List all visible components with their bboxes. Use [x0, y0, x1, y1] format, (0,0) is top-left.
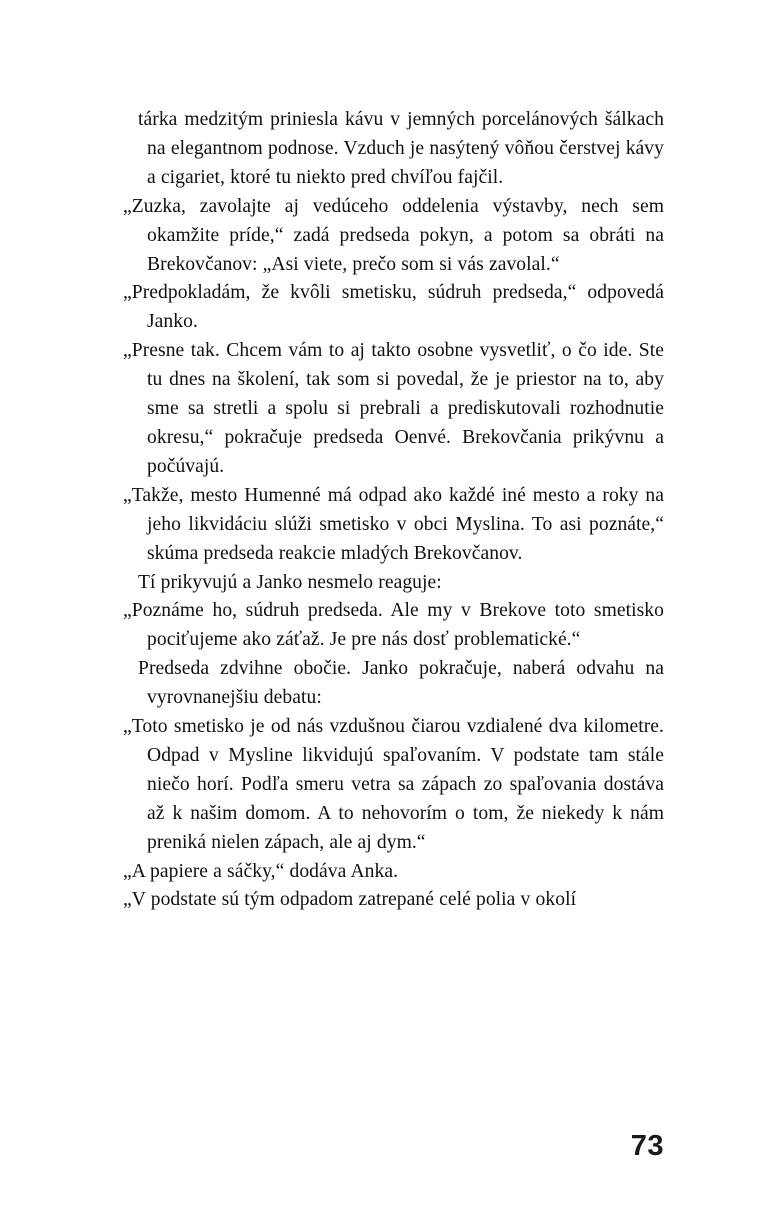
paragraph-narrative: Predseda zdvihne obočie. Janko pokračuje, naberá odvahu na vyrovnanejšiu debatu: — [138, 658, 664, 709]
paragraph-dialogue: „A papiere a sáčky,“ dodáva Anka. — [123, 860, 399, 882]
paragraph-dialogue: „Predpokladám, že kvôli smetisku, súdruh predseda,“ odpovedá Janko. — [123, 282, 664, 333]
paragraph-dialogue: „Toto smetisko je od nás vzdušnou čiarou vzdialené dva kilometre. Odpad v Mysline likvidujú spaľovaním. V podstate tam stále niečo horí. Podľa smeru vetra sa zápach zo spaľovania dostáva až k našim domom. A to nehovorím o tom, že niekedy k nám preniká nielen zápach, ale aj dym.“ — [123, 716, 664, 853]
paragraph-dialogue: „Zuzka, zavolajte aj vedúceho oddelenia výstavby, nech sem okamžite príde,“ zadá predseda pokyn, a potom sa obráti na Brekovčanov: „Asi viete, prečo som si vás zavolal.“ — [123, 195, 664, 275]
paragraph-dialogue-truncated: „V podstate sú tým odpadom zatrepané celé polia v okolí — [123, 889, 577, 911]
paragraph-dialogue: „Takže, mesto Humenné má odpad ako každé iné mesto a roky na jeho likvidáciu slúži smetisko v obci Myslina. To asi poznáte,“ skúma predseda reakcie mladých Brekovčanov. — [123, 484, 664, 564]
page-number: 73 — [630, 1130, 664, 1162]
paragraph-continuation: tárka medzitým priniesla kávu v jemných porcelánových šálkach na elegantnom podnose. Vzduch je nasýtený vôňou čerstvej kávy a cigariet, ktoré tu niekto pred chvíľou fajčil. — [138, 109, 664, 188]
paragraph-dialogue: „Poznáme ho, súdruh predseda. Ale my v Brekove toto smetisko pociťujeme ako záťaž. Je pre nás dosť problematické.“ — [123, 600, 664, 651]
paragraph-dialogue: „Presne tak. Chcem vám to aj takto osobne vysvetliť, o čo ide. Ste tu dnes na školení, tak som si povedal, že je priestor na to, aby sme sa stretli a spolu si prebrali a prediskutovali rozhodnutie okresu,“ pokračuje predseda Oenvé. Brekovčania prikývnu a počúvajú. — [123, 340, 664, 477]
paragraph-narrative: Tí prikyvujú a Janko nesmelo reaguje: — [138, 571, 442, 593]
page-text-block — [123, 106, 664, 915]
